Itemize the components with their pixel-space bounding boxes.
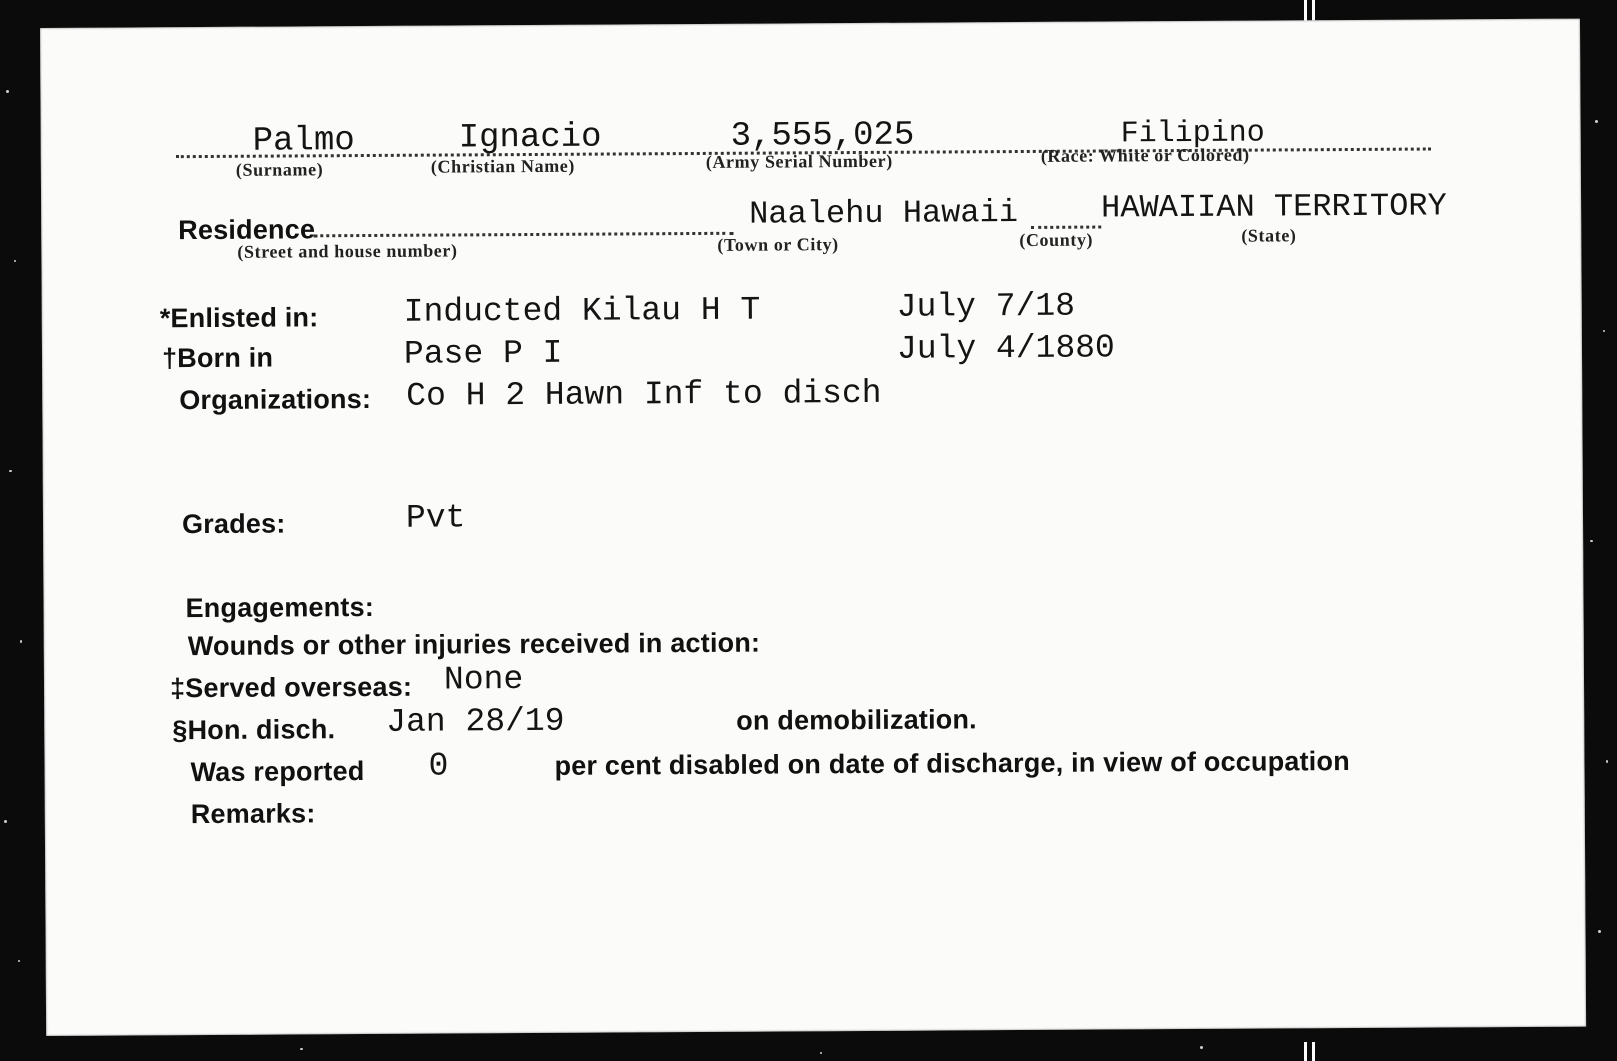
state-caption: (State) xyxy=(1241,225,1297,246)
scan-speck xyxy=(20,640,22,643)
wounds-label: Wounds or other injuries received in action: xyxy=(187,627,761,662)
remarks-label: Remarks: xyxy=(190,798,316,830)
enlisted-value: Inducted Kilau H T xyxy=(403,291,761,331)
residence-label: Residence xyxy=(178,214,316,246)
film-edge-mark xyxy=(1304,0,1307,22)
christian-name-caption: (Christian Name) xyxy=(430,155,576,177)
engagements-label: Engagements: xyxy=(185,591,375,624)
discharge-value: Jan 28/19 xyxy=(386,702,565,741)
born-label: †Born in xyxy=(161,342,274,374)
served-overseas-label: ‡Served overseas: xyxy=(169,671,413,704)
reported-value: 0 xyxy=(428,747,449,785)
reported-suffix: per cent disabled on date of discharge, in view of occupation xyxy=(554,746,1350,781)
scan-speck xyxy=(1603,330,1605,332)
born-date-value: July 4/1880 xyxy=(896,329,1115,368)
born-value: Pase P I xyxy=(403,334,563,373)
discharge-suffix: on demobilization. xyxy=(736,704,977,736)
serial-number-caption: (Army Serial Number) xyxy=(705,150,893,172)
organizations-label: Organizations: xyxy=(179,383,372,416)
scan-speck xyxy=(1200,1046,1203,1049)
street-caption: (Street and house number) xyxy=(237,240,458,262)
residence-state-value: HAWAIIAN TERRITORY xyxy=(1101,187,1447,227)
christian-name-value: Ignacio xyxy=(458,118,602,158)
scan-speck xyxy=(300,1048,303,1050)
grades-value: Pvt xyxy=(405,499,466,537)
scan-speck xyxy=(18,960,20,962)
race-caption: (Race: White or Colored) xyxy=(1040,144,1250,166)
grades-label: Grades: xyxy=(181,508,286,540)
scan-speck xyxy=(820,1052,822,1054)
surname-value: Palmo xyxy=(252,122,355,161)
enlisted-label: *Enlisted in: xyxy=(159,302,319,334)
enlisted-date-value: July 7/18 xyxy=(896,287,1076,326)
surname-caption: (Surname) xyxy=(235,159,324,180)
organizations-value: Co H 2 Hawn Inf to disch xyxy=(406,374,882,415)
scan-speck xyxy=(1590,540,1593,542)
town-caption: (Town or City) xyxy=(717,234,839,255)
residence-county-dots xyxy=(1031,226,1101,229)
scan-speck xyxy=(14,260,16,262)
reported-label: Was reported xyxy=(190,756,365,788)
race-value: Filipino xyxy=(1120,116,1265,152)
film-edge-mark xyxy=(1304,1042,1307,1061)
scan-speck xyxy=(1606,760,1608,763)
scan-speck xyxy=(9,470,12,472)
county-caption: (County) xyxy=(1019,229,1094,251)
film-edge-mark xyxy=(1312,0,1315,22)
serial-number-value: 3,555,025 xyxy=(730,116,915,156)
scan-speck xyxy=(1595,120,1598,123)
scan-speck xyxy=(4,820,7,823)
residence-street-dots xyxy=(313,232,733,238)
scan-speck xyxy=(6,90,9,93)
service-record-card xyxy=(40,19,1586,1036)
scan-speck xyxy=(1598,930,1601,933)
film-edge-mark xyxy=(1312,1042,1315,1061)
residence-town-value: Naalehu Hawaii xyxy=(749,194,1019,233)
discharge-label: §Hon. disch. xyxy=(172,714,336,746)
served-overseas-value: None xyxy=(443,661,524,699)
